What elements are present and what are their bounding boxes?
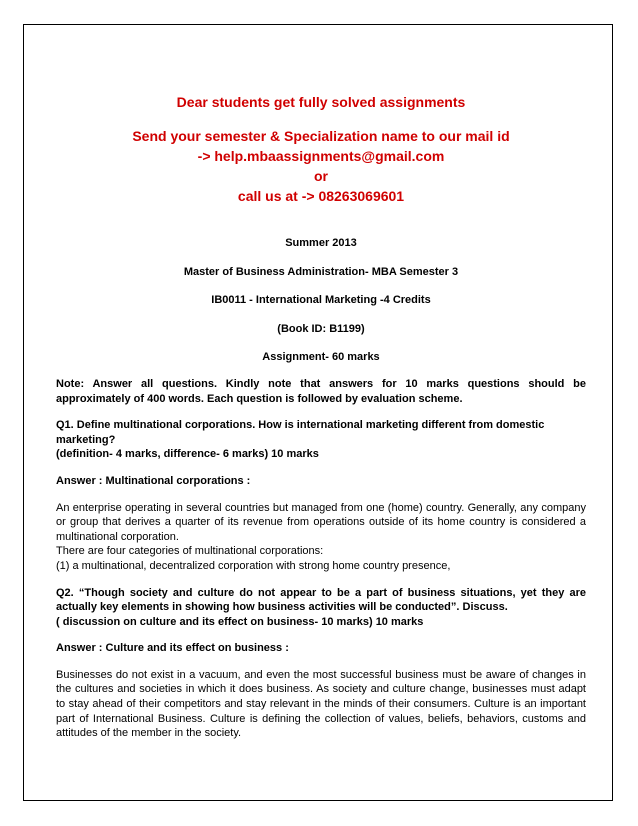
q1-question-line-1: Q1. Define multinational corporations. How is international marketing different from domestic marketing? bbox=[56, 419, 545, 446]
session-title: Summer 2013 bbox=[285, 237, 357, 249]
q2-question-line-1: Q2. “Though society and culture do not appear to be a part of business situations, yet they are actually key elements in showing how business activities will be conducted”. Discuss. bbox=[56, 586, 586, 614]
promo-header bbox=[56, 92, 586, 206]
promo-email: -> help.mbaassignments@gmail.com bbox=[197, 148, 445, 164]
q1-answer-paragraph: An enterprise operating in several countries but managed from one (home) country. Generally, any company or group that derives a quarter of its revenue from operations outside of its home country is considered a multinational corporation. bbox=[56, 501, 586, 543]
promo-phone: call us at -> 08263069601 bbox=[237, 188, 405, 204]
assignment-marks: Assignment- 60 marks bbox=[262, 351, 380, 364]
q1-answer-heading: Answer : Multinational corporations : bbox=[56, 474, 251, 487]
q2-answer-heading: Answer : Culture and its effect on business : bbox=[56, 642, 289, 655]
document-body bbox=[56, 92, 586, 741]
q2-question bbox=[56, 586, 586, 630]
q1-question-line-2: (definition- 4 marks, difference- 6 marks) 10 marks bbox=[56, 448, 319, 461]
book-id: (Book ID: B1199) bbox=[277, 322, 365, 335]
promo-or: or bbox=[314, 168, 328, 184]
promo-line-2: Send your semester & Specialization name to our mail id bbox=[132, 128, 510, 144]
q2-answer-paragraph: Businesses do not exist in a vacuum, and even the most successful business must be aware of changes in the cultures and societies in which it does business. As society and culture change, businesses must adapt to stay ahead of their competitors and stay relevant in the minds of their consumers. Culture is an important part of International Business. Culture is defining the collection of values, beliefs, behaviors, customs and attitudes of the member in the society. bbox=[56, 668, 586, 740]
promo-line-1: Dear students get fully solved assignments bbox=[176, 94, 466, 110]
course-title: IB0011 - International Marketing -4 Credits bbox=[211, 294, 431, 307]
q1-categories-intro: There are four categories of multinational corporations: bbox=[56, 545, 324, 558]
q1-question bbox=[56, 418, 586, 462]
q1-category-1: (1) a multinational, decentralized corporation with strong home country presence, bbox=[56, 559, 451, 572]
q2-question-line-2: ( discussion on culture and its effect on business- 10 marks) 10 marks bbox=[56, 615, 424, 628]
program-title: Master of Business Administration- MBA Semester 3 bbox=[183, 265, 459, 278]
note: Note: Answer all questions. Kindly note that answers for 10 marks questions should be approximately of 400 words. Each question is followed by evaluation scheme. bbox=[56, 377, 586, 405]
